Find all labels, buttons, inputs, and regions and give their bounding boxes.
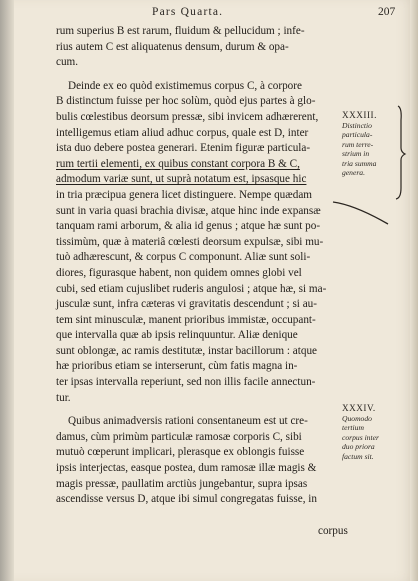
text-line: ista duo debere postea generari. Etenim figuræ particula- xyxy=(56,142,311,155)
margin-note-line: tertium xyxy=(342,423,364,433)
catchword: corpus xyxy=(318,525,348,537)
text-line: rius autem C est aliquatenus densum, durum & opa- xyxy=(56,40,289,53)
underlined-text-line: rum tertii elementi, ex quibus constant corpora B & C, xyxy=(56,157,300,170)
text-line: Quibus animadversis rationi consentaneum est ut cre- xyxy=(68,415,308,428)
page-number: 207 xyxy=(378,6,396,18)
margin-note-34 xyxy=(342,403,402,461)
paragraph-gap xyxy=(56,406,333,414)
margin-note-line: Quomodo xyxy=(342,414,372,423)
text-line: tur. xyxy=(56,391,71,404)
page-gutter-shadow xyxy=(0,0,14,581)
margin-note-33 xyxy=(342,110,402,177)
text-line: que intervalla quæ ab ipsis relinquuntur. Aliæ denique xyxy=(56,329,298,342)
body-text xyxy=(56,24,333,508)
text-line: tissimùm, quæ à materiâ cœlesti deorsum expulsæ, sibi mu- xyxy=(56,235,324,248)
text-line: ipsis interjectas, easque postea, dum ramosæ illæ magis & xyxy=(56,462,317,475)
margin-note-line: corpus inter xyxy=(342,432,379,442)
text-line: cum. xyxy=(56,56,79,69)
margin-note-number: XXXIV. xyxy=(342,403,376,413)
text-line: sunt oblongæ, ac ramis destitutæ, instar bacillorum : atque xyxy=(56,344,317,357)
text-line: hæ prioribus etiam se interserunt, cùm fatis magna in- xyxy=(56,360,298,373)
paragraph-gap xyxy=(56,71,333,79)
text-line: rum superius B est rarum, fluidum & pellucidum ; infe- xyxy=(56,25,305,37)
margin-note-number: XXXIII. xyxy=(342,110,377,120)
text-line: tanquam rami arborum, & alia id genus ; atque hæ sunt po- xyxy=(56,220,321,233)
text-line: tuò adhærescunt, & corpus C componunt. Aliæ sunt soli- xyxy=(56,251,311,264)
margin-note-line: rum terre- xyxy=(342,139,374,149)
margin-note-line: particula- xyxy=(342,130,373,140)
margin-note-line: duo priora xyxy=(342,442,375,452)
text-line: tem sint minusculæ, manent prioribus immistæ, occupant- xyxy=(56,313,316,326)
margin-note-line: genera. xyxy=(342,168,365,178)
text-line: magis pressæ, paullatim arctiùs jungebantur, supra ipsas xyxy=(56,477,308,490)
text-line: in tria præcipua genera licet distinguere. Nempe quædam xyxy=(56,188,312,201)
text-line: Deinde ex eo quòd existimemus corpus C, à corpore xyxy=(68,79,302,92)
text-line: mutuò cœperunt implicari, plerasque ex oblongis fuisse xyxy=(56,446,305,459)
margin-note-line: Distinctio xyxy=(342,121,372,130)
text-line: bulis cœlestibus deorsum pressæ, sibi invicem adhærerent, xyxy=(56,110,319,123)
text-line: sunt in varia quasi brachia divisæ, atque hinc inde expansæ xyxy=(56,204,321,217)
margin-note-line: strium in xyxy=(342,149,370,159)
margin-note-line: tria summa xyxy=(342,158,377,168)
text-line: damus, cùm primùm particulæ ramosæ corporis C, sibi xyxy=(56,430,302,443)
page-edge xyxy=(410,0,418,581)
text-line: ter ipsas intervalla reperiunt, sed non illis facile annectun- xyxy=(56,376,316,389)
margin-note-line: factum sit. xyxy=(342,451,374,461)
text-line: jusculæ sunt, infra cæteras vi gravitatis descendunt ; si au- xyxy=(56,298,317,311)
running-head: Pars Quarta. xyxy=(152,6,224,18)
text-line: B distinctum fuisse per hoc solùm, quòd ejus partes à glo- xyxy=(56,95,316,108)
text-line: ascendisse versus D, atque ibi simul congregatas fuisse, in xyxy=(56,493,317,506)
text-line: intelligemus etiam aliud adhuc corpus, quale est D, inter xyxy=(56,126,309,139)
text-line: diores, figurasque habent, non quidem omnes globi vel xyxy=(56,266,302,279)
annotation-pointer-line xyxy=(333,202,388,224)
text-line: cubi, sed etiam cujuslibet ruderis angulosi ; atque hæ, si ma- xyxy=(56,282,327,295)
underlined-text-line: admodum variæ sunt, ut suprà notatum est, ipsasque hic xyxy=(56,173,307,186)
